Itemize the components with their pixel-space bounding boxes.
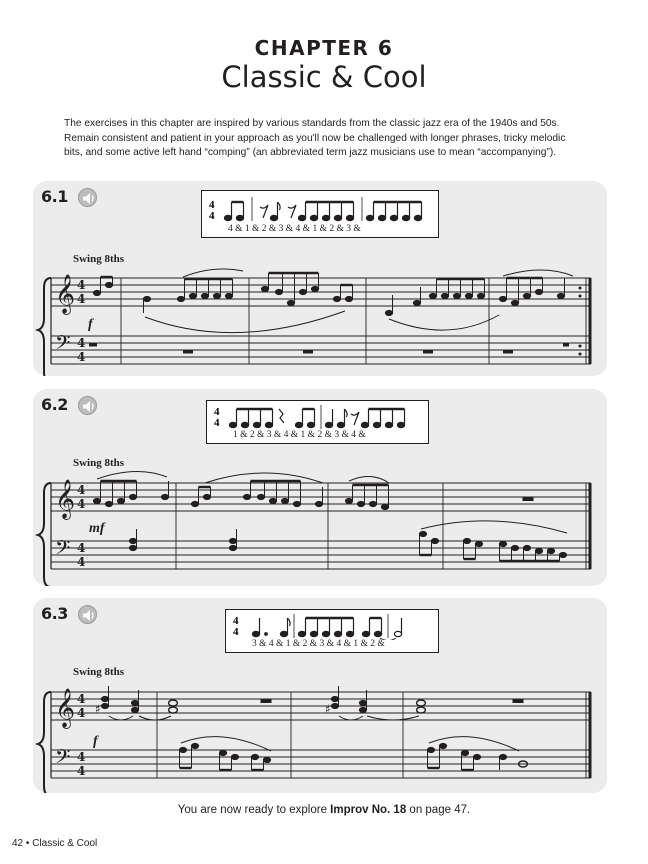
svg-text:4: 4 xyxy=(233,615,239,627)
svg-text:4: 4 xyxy=(233,626,239,638)
svg-text:𝄞: 𝄞 xyxy=(55,274,76,314)
rhythm-counts: 3 & 4 & 1 & 2 & 3 & 4 & 1 & 2 & xyxy=(252,639,385,649)
svg-text:4: 4 xyxy=(77,292,86,306)
grand-staff xyxy=(33,598,607,793)
svg-text:4: 4 xyxy=(77,750,86,764)
svg-text:4: 4 xyxy=(214,417,220,429)
page-bullet: • xyxy=(25,838,30,849)
svg-text:♯: ♯ xyxy=(325,702,331,716)
rhythm-counts: 4 & 1 & 2 & 3 & 4 & 1 & 2 & 3 & xyxy=(228,224,361,234)
svg-text:4: 4 xyxy=(77,336,86,350)
svg-text:𝄢: 𝄢 xyxy=(55,745,71,773)
svg-text:4: 4 xyxy=(77,483,86,497)
dynamic-marking: mf xyxy=(89,521,105,536)
tempo-marking: Swing 8ths xyxy=(73,253,125,265)
tempo-marking: Swing 8ths xyxy=(73,457,125,469)
svg-text:𝄢: 𝄢 xyxy=(55,536,71,564)
tempo-marking: Swing 8ths xyxy=(73,666,125,678)
running-title: Classic & Cool xyxy=(32,838,98,849)
svg-text:4: 4 xyxy=(77,706,86,720)
exercise-number: 6.1 xyxy=(41,187,68,206)
chapter-label: CHAPTER 6 xyxy=(254,36,394,60)
page-number: 42 xyxy=(12,838,24,849)
svg-text:𝄢: 𝄢 xyxy=(55,331,71,359)
footer-suffix: on page 47. xyxy=(406,804,471,816)
svg-text:4: 4 xyxy=(77,541,86,555)
chapter-title: Classic & Cool xyxy=(221,60,427,94)
footer-prefix: You are now ready to explore xyxy=(177,804,331,816)
svg-text:4: 4 xyxy=(77,692,86,706)
grand-staff xyxy=(33,389,607,586)
svg-text:♯: ♯ xyxy=(95,702,101,716)
svg-text:𝄞: 𝄞 xyxy=(55,688,76,728)
dynamic-marking: f xyxy=(93,734,98,749)
dynamic-marking: f xyxy=(88,317,93,332)
exercise-number: 6.3 xyxy=(41,604,68,623)
exercise-panel-6-2 xyxy=(33,389,607,586)
exercise-panel-6-3 xyxy=(33,598,607,793)
rhythm-counts: 1 & 2 & 3 & 4 & 1 & 2 & 3 & 4 & xyxy=(233,430,366,440)
svg-text:4: 4 xyxy=(209,210,215,222)
svg-text:4: 4 xyxy=(77,350,86,364)
svg-text:4: 4 xyxy=(77,278,86,292)
svg-text:4: 4 xyxy=(214,406,220,418)
page-footer xyxy=(12,838,97,849)
svg-text:4: 4 xyxy=(77,555,86,569)
svg-text:4: 4 xyxy=(77,497,86,511)
grand-staff xyxy=(33,181,607,376)
svg-text:𝄞: 𝄞 xyxy=(55,479,76,519)
intro-paragraph: The exercises in this chapter are inspired by various standards from the classic jazz era of the 1940s and 50s. Remain consistent and patient in your approach as you'll now be challenged with longer phrases, tricky melodic bits, and some active left hand “comping” (an abbreviated term jazz musicians use to mean “accompanying”). xyxy=(64,118,566,159)
footer-navigation-note xyxy=(0,804,648,816)
improv-link[interactable]: Improv No. 18 xyxy=(330,804,407,816)
exercise-number: 6.2 xyxy=(41,395,68,414)
exercise-panel-6-1 xyxy=(33,181,607,376)
svg-text:4: 4 xyxy=(77,764,86,778)
svg-text:4: 4 xyxy=(209,199,215,211)
